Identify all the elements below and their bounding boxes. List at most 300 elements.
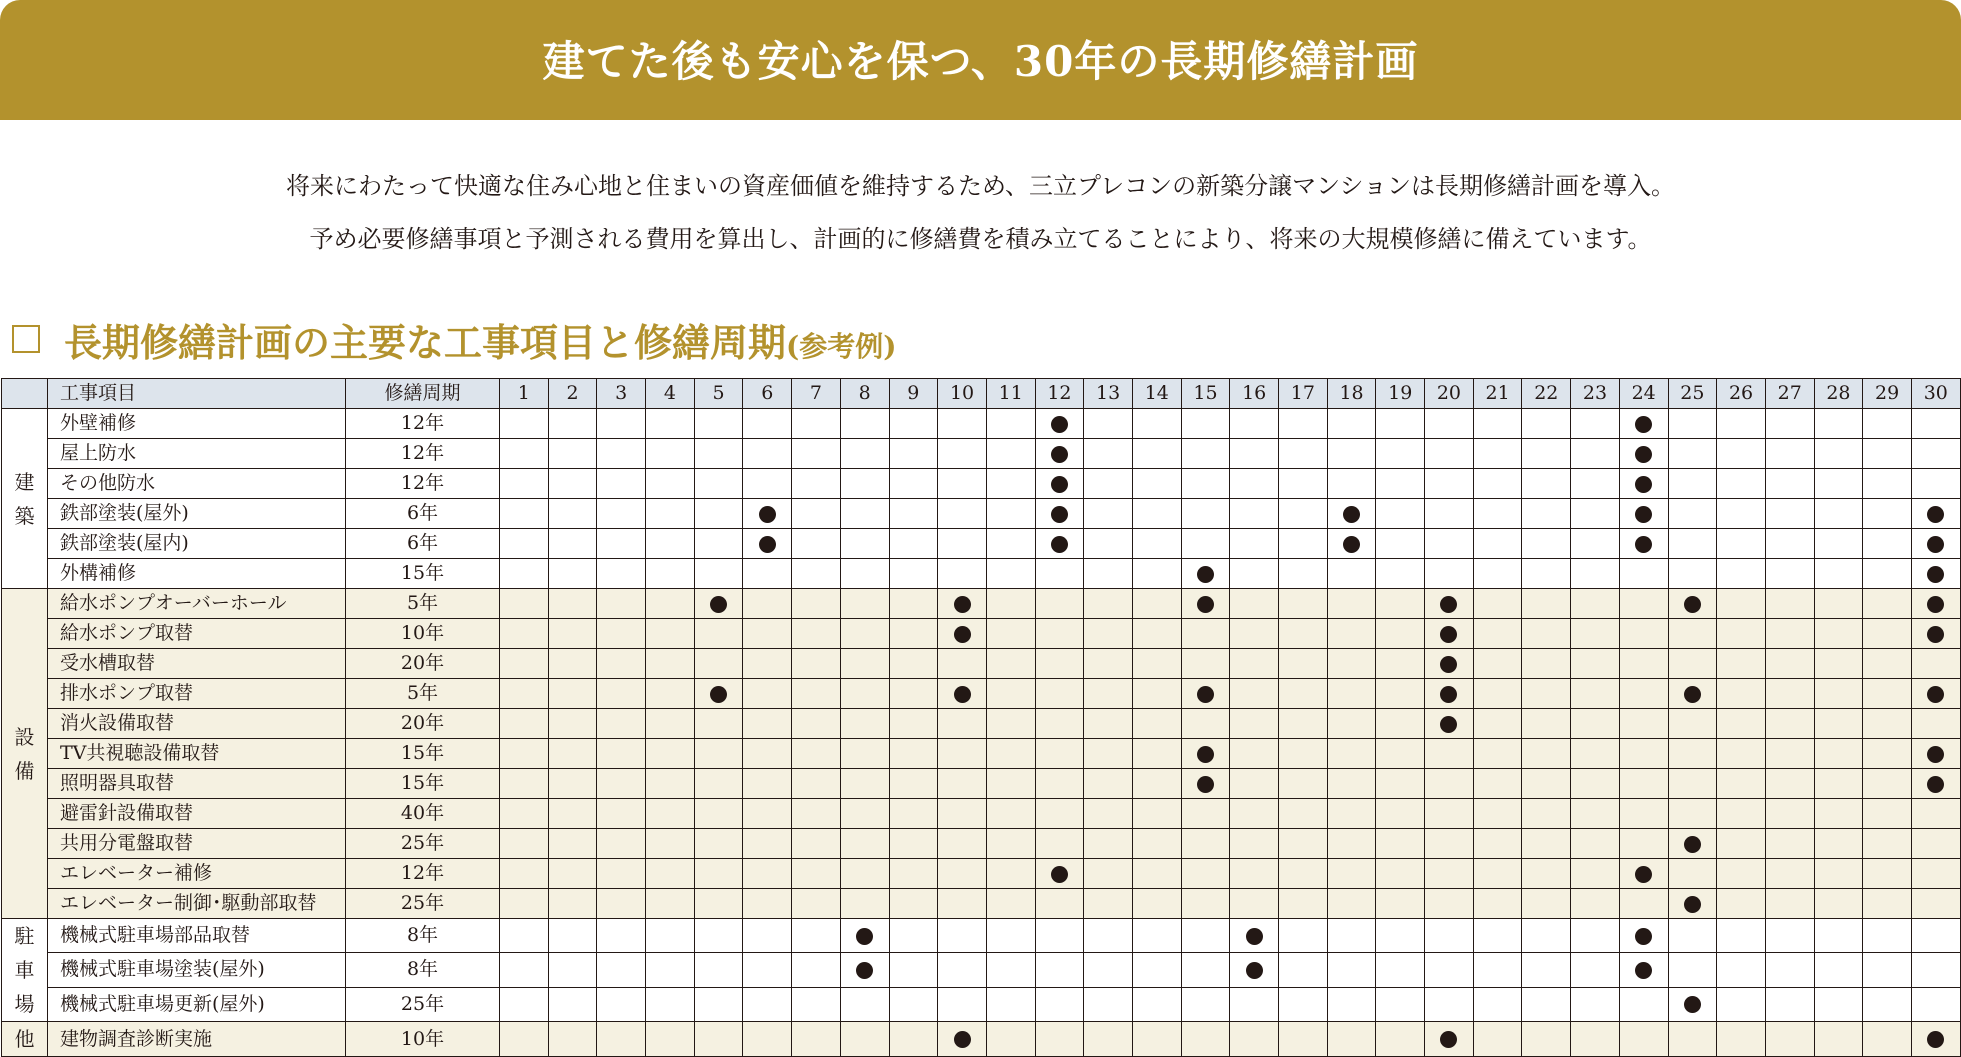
- year-cell: [500, 559, 549, 589]
- year-cell: [1668, 679, 1717, 709]
- year-cell: [840, 953, 889, 987]
- year-cell: [1571, 859, 1620, 889]
- year-cell: [938, 1022, 987, 1057]
- header-cycle: 修繕周期: [346, 379, 500, 409]
- year-cell: [1132, 799, 1181, 829]
- item-cycle: 25年: [346, 987, 500, 1021]
- scheduled-dot-icon: [1927, 746, 1944, 763]
- year-cell: [986, 889, 1035, 919]
- year-cell: [1863, 799, 1912, 829]
- year-cell: [694, 409, 743, 439]
- header-item: 工事項目: [48, 379, 346, 409]
- year-cell: [986, 987, 1035, 1021]
- year-cell: [548, 679, 597, 709]
- year-cell: [1376, 679, 1425, 709]
- item-cycle: 12年: [346, 469, 500, 499]
- year-cell: [548, 469, 597, 499]
- year-cell: [1181, 469, 1230, 499]
- year-cell: [1911, 769, 1960, 799]
- scheduled-dot-icon: [759, 536, 776, 553]
- year-cell: [1279, 679, 1328, 709]
- year-cell: [1230, 439, 1279, 469]
- year-cell: [889, 953, 938, 987]
- year-cell: [1911, 619, 1960, 649]
- year-cell: [889, 919, 938, 953]
- year-cell: [646, 1022, 695, 1057]
- year-cell: [1084, 649, 1133, 679]
- year-cell: [986, 649, 1035, 679]
- year-cell: [1863, 769, 1912, 799]
- table-row: [2, 679, 1961, 709]
- year-cell: [1181, 499, 1230, 529]
- year-cell: [889, 859, 938, 889]
- year-cell: [1473, 559, 1522, 589]
- year-cell: [1132, 953, 1181, 987]
- year-cell: [1473, 1022, 1522, 1057]
- year-cell: [1717, 589, 1766, 619]
- year-cell: [1814, 769, 1863, 799]
- year-cell: [1035, 559, 1084, 589]
- year-cell: [1425, 469, 1474, 499]
- year-cell: [792, 499, 841, 529]
- year-cell: [986, 679, 1035, 709]
- item-name: 機械式駐車場部品取替: [48, 919, 346, 953]
- year-cell: [1911, 559, 1960, 589]
- year-cell: [938, 769, 987, 799]
- year-cell: [1814, 679, 1863, 709]
- year-cell: [1230, 529, 1279, 559]
- year-cell: [986, 829, 1035, 859]
- year-cell: [1084, 919, 1133, 953]
- year-cell: [889, 829, 938, 859]
- year-cell: [1035, 439, 1084, 469]
- scheduled-dot-icon: [1051, 506, 1068, 523]
- year-cell: [986, 919, 1035, 953]
- scheduled-dot-icon: [1246, 928, 1263, 945]
- year-cell: [1425, 889, 1474, 919]
- year-cell: [1035, 859, 1084, 889]
- year-cell: [1863, 953, 1912, 987]
- section-note: (参考例): [786, 330, 897, 363]
- scheduled-dot-icon: [1927, 596, 1944, 613]
- year-cell: [694, 439, 743, 469]
- scheduled-dot-icon: [1927, 626, 1944, 643]
- year-cell: [694, 889, 743, 919]
- year-cell: [1279, 529, 1328, 559]
- item-cycle: 8年: [346, 953, 500, 987]
- year-cell: [1473, 739, 1522, 769]
- year-cell: [986, 409, 1035, 439]
- year-cell: [743, 829, 792, 859]
- scheduled-dot-icon: [1684, 896, 1701, 913]
- year-cell: [840, 769, 889, 799]
- year-cell: [1376, 829, 1425, 859]
- item-name: エレベーター制御･駆動部取替: [48, 889, 346, 919]
- year-cell: [500, 829, 549, 859]
- year-cell: [1668, 589, 1717, 619]
- year-cell: [889, 889, 938, 919]
- year-cell: [1911, 739, 1960, 769]
- year-cell: [1181, 619, 1230, 649]
- year-cell: [694, 799, 743, 829]
- year-cell: [792, 987, 841, 1021]
- year-cell: [1181, 739, 1230, 769]
- year-cell: [1230, 859, 1279, 889]
- year-cell: [1522, 859, 1571, 889]
- year-cell: [792, 529, 841, 559]
- year-cell: [1376, 409, 1425, 439]
- header-year: 5: [694, 379, 743, 409]
- year-cell: [1230, 589, 1279, 619]
- year-cell: [1181, 679, 1230, 709]
- year-cell: [1619, 709, 1668, 739]
- table-row: [2, 953, 1961, 987]
- scheduled-dot-icon: [710, 596, 727, 613]
- year-cell: [500, 529, 549, 559]
- year-cell: [597, 859, 646, 889]
- item-cycle: 20年: [346, 709, 500, 739]
- year-cell: [1473, 679, 1522, 709]
- year-cell: [986, 469, 1035, 499]
- year-cell: [1327, 409, 1376, 439]
- header-year: 2: [548, 379, 597, 409]
- year-cell: [1619, 769, 1668, 799]
- year-cell: [1132, 829, 1181, 859]
- section-square-icon: [12, 325, 40, 353]
- year-cell: [792, 619, 841, 649]
- category-char: 場: [14, 992, 35, 1016]
- year-cell: [694, 769, 743, 799]
- item-cycle: 6年: [346, 529, 500, 559]
- table-row: [2, 919, 1961, 953]
- year-cell: [986, 769, 1035, 799]
- year-cell: [1619, 589, 1668, 619]
- year-cell: [938, 619, 987, 649]
- item-cycle: 25年: [346, 889, 500, 919]
- item-name: 外壁補修: [48, 409, 346, 439]
- year-cell: [1376, 739, 1425, 769]
- year-cell: [1668, 799, 1717, 829]
- item-name: 屋上防水: [48, 439, 346, 469]
- year-cell: [1376, 439, 1425, 469]
- year-cell: [1279, 859, 1328, 889]
- header-year: 29: [1863, 379, 1912, 409]
- year-cell: [1717, 469, 1766, 499]
- category-cell: [2, 409, 48, 589]
- year-cell: [1327, 469, 1376, 499]
- year-cell: [1035, 529, 1084, 559]
- year-cell: [1863, 987, 1912, 1021]
- year-cell: [1571, 799, 1620, 829]
- year-cell: [1619, 987, 1668, 1021]
- year-cell: [1571, 919, 1620, 953]
- year-cell: [1327, 529, 1376, 559]
- year-cell: [1084, 769, 1133, 799]
- year-cell: [646, 889, 695, 919]
- year-cell: [743, 469, 792, 499]
- year-cell: [1425, 649, 1474, 679]
- year-cell: [1084, 709, 1133, 739]
- scheduled-dot-icon: [1051, 536, 1068, 553]
- year-cell: [1814, 889, 1863, 919]
- year-cell: [1181, 799, 1230, 829]
- year-cell: [646, 919, 695, 953]
- year-cell: [500, 619, 549, 649]
- year-cell: [1084, 499, 1133, 529]
- table-row: [2, 987, 1961, 1021]
- year-cell: [1765, 529, 1814, 559]
- year-cell: [597, 409, 646, 439]
- year-cell: [1230, 1022, 1279, 1057]
- year-cell: [840, 559, 889, 589]
- year-cell: [1814, 987, 1863, 1021]
- year-cell: [548, 1022, 597, 1057]
- year-cell: [1327, 709, 1376, 739]
- item-name: 機械式駐車場塗装(屋外): [48, 953, 346, 987]
- year-cell: [1522, 589, 1571, 619]
- year-cell: [500, 889, 549, 919]
- scheduled-dot-icon: [1246, 962, 1263, 979]
- year-cell: [1765, 953, 1814, 987]
- year-cell: [938, 829, 987, 859]
- year-cell: [597, 559, 646, 589]
- header-year: 8: [840, 379, 889, 409]
- year-cell: [1668, 953, 1717, 987]
- year-cell: [1522, 649, 1571, 679]
- scheduled-dot-icon: [1197, 566, 1214, 583]
- year-cell: [1717, 953, 1766, 987]
- year-cell: [1863, 439, 1912, 469]
- item-name: TV共視聴設備取替: [48, 739, 346, 769]
- year-cell: [792, 469, 841, 499]
- year-cell: [1473, 919, 1522, 953]
- year-cell: [1279, 739, 1328, 769]
- item-cycle: 5年: [346, 589, 500, 619]
- year-cell: [1425, 499, 1474, 529]
- year-cell: [597, 829, 646, 859]
- table-row: [2, 739, 1961, 769]
- year-cell: [1717, 987, 1766, 1021]
- year-cell: [1668, 409, 1717, 439]
- year-cell: [1619, 469, 1668, 499]
- year-cell: [1911, 859, 1960, 889]
- year-cell: [792, 709, 841, 739]
- year-cell: [938, 649, 987, 679]
- year-cell: [1863, 649, 1912, 679]
- year-cell: [1230, 649, 1279, 679]
- item-cycle: 12年: [346, 439, 500, 469]
- year-cell: [1619, 439, 1668, 469]
- year-cell: [938, 799, 987, 829]
- scheduled-dot-icon: [1343, 506, 1360, 523]
- year-cell: [889, 469, 938, 499]
- year-cell: [1230, 409, 1279, 439]
- year-cell: [840, 409, 889, 439]
- scheduled-dot-icon: [856, 928, 873, 945]
- year-cell: [1522, 439, 1571, 469]
- scheduled-dot-icon: [1440, 686, 1457, 703]
- year-cell: [500, 859, 549, 889]
- year-cell: [548, 439, 597, 469]
- year-cell: [1035, 409, 1084, 439]
- year-cell: [1814, 829, 1863, 859]
- year-cell: [1376, 559, 1425, 589]
- year-cell: [1619, 919, 1668, 953]
- scheduled-dot-icon: [1197, 686, 1214, 703]
- year-cell: [1765, 409, 1814, 439]
- year-cell: [1473, 499, 1522, 529]
- year-cell: [986, 953, 1035, 987]
- year-cell: [1279, 889, 1328, 919]
- year-cell: [1181, 709, 1230, 739]
- year-cell: [694, 559, 743, 589]
- header-year: 19: [1376, 379, 1425, 409]
- year-cell: [1863, 589, 1912, 619]
- year-cell: [597, 919, 646, 953]
- year-cell: [938, 709, 987, 739]
- year-cell: [500, 709, 549, 739]
- year-cell: [1376, 709, 1425, 739]
- year-cell: [743, 987, 792, 1021]
- year-cell: [1765, 919, 1814, 953]
- year-cell: [1765, 769, 1814, 799]
- year-cell: [1084, 799, 1133, 829]
- year-cell: [1181, 1022, 1230, 1057]
- scheduled-dot-icon: [954, 596, 971, 613]
- year-cell: [840, 439, 889, 469]
- header-category-cell: [2, 379, 48, 409]
- year-cell: [986, 529, 1035, 559]
- year-cell: [1230, 469, 1279, 499]
- year-cell: [1425, 619, 1474, 649]
- table-row: [2, 499, 1961, 529]
- year-cell: [1376, 469, 1425, 499]
- year-cell: [1327, 859, 1376, 889]
- item-cycle: 8年: [346, 919, 500, 953]
- item-name: 受水槽取替: [48, 649, 346, 679]
- year-cell: [1814, 589, 1863, 619]
- year-cell: [597, 529, 646, 559]
- year-cell: [1522, 889, 1571, 919]
- year-cell: [1327, 799, 1376, 829]
- year-cell: [1522, 529, 1571, 559]
- year-cell: [1522, 987, 1571, 1021]
- year-cell: [1230, 953, 1279, 987]
- title-banner: [0, 0, 1961, 120]
- year-cell: [694, 679, 743, 709]
- year-cell: [1863, 1022, 1912, 1057]
- year-cell: [840, 649, 889, 679]
- year-cell: [1619, 889, 1668, 919]
- header-year: 11: [986, 379, 1035, 409]
- year-cell: [1327, 439, 1376, 469]
- year-cell: [743, 769, 792, 799]
- year-cell: [792, 649, 841, 679]
- category-char: 建: [14, 469, 35, 494]
- year-cell: [1279, 469, 1328, 499]
- scheduled-dot-icon: [1635, 962, 1652, 979]
- year-cell: [889, 589, 938, 619]
- section-title: 長期修繕計画の主要な工事項目と修繕周期: [64, 320, 787, 365]
- year-cell: [1084, 619, 1133, 649]
- year-cell: [986, 1022, 1035, 1057]
- year-cell: [1473, 829, 1522, 859]
- year-cell: [1132, 987, 1181, 1021]
- year-cell: [840, 709, 889, 739]
- year-cell: [548, 829, 597, 859]
- year-cell: [1376, 619, 1425, 649]
- year-cell: [1911, 679, 1960, 709]
- year-cell: [1814, 499, 1863, 529]
- year-cell: [1571, 769, 1620, 799]
- year-cell: [792, 739, 841, 769]
- year-cell: [792, 679, 841, 709]
- year-cell: [889, 559, 938, 589]
- year-cell: [1863, 739, 1912, 769]
- year-cell: [1765, 889, 1814, 919]
- year-cell: [743, 919, 792, 953]
- year-cell: [646, 619, 695, 649]
- scheduled-dot-icon: [1684, 686, 1701, 703]
- year-cell: [1619, 499, 1668, 529]
- year-cell: [1522, 769, 1571, 799]
- year-cell: [1814, 469, 1863, 499]
- year-cell: [1279, 619, 1328, 649]
- item-cycle: 25年: [346, 829, 500, 859]
- year-cell: [597, 739, 646, 769]
- year-cell: [1425, 829, 1474, 859]
- year-cell: [1668, 987, 1717, 1021]
- table-row: [2, 799, 1961, 829]
- year-cell: [1181, 559, 1230, 589]
- year-cell: [840, 987, 889, 1021]
- year-cell: [743, 889, 792, 919]
- year-cell: [986, 439, 1035, 469]
- item-name: 避雷針設備取替: [48, 799, 346, 829]
- year-cell: [694, 739, 743, 769]
- table-row: [2, 439, 1961, 469]
- year-cell: [1473, 987, 1522, 1021]
- year-cell: [1327, 619, 1376, 649]
- year-cell: [1084, 739, 1133, 769]
- year-cell: [1376, 1022, 1425, 1057]
- year-cell: [743, 499, 792, 529]
- year-cell: [694, 987, 743, 1021]
- year-cell: [1863, 709, 1912, 739]
- year-cell: [1765, 559, 1814, 589]
- year-cell: [1619, 619, 1668, 649]
- year-cell: [646, 529, 695, 559]
- year-cell: [1571, 409, 1620, 439]
- year-cell: [1668, 499, 1717, 529]
- year-cell: [1863, 619, 1912, 649]
- year-cell: [1571, 739, 1620, 769]
- year-cell: [1814, 409, 1863, 439]
- year-cell: [548, 649, 597, 679]
- item-cycle: 12年: [346, 409, 500, 439]
- year-cell: [792, 829, 841, 859]
- year-cell: [548, 889, 597, 919]
- year-cell: [938, 409, 987, 439]
- item-name: 機械式駐車場更新(屋外): [48, 987, 346, 1021]
- year-cell: [1814, 559, 1863, 589]
- year-cell: [1035, 649, 1084, 679]
- header-year: 6: [743, 379, 792, 409]
- year-cell: [1765, 469, 1814, 499]
- year-cell: [1522, 709, 1571, 739]
- year-cell: [1571, 679, 1620, 709]
- year-cell: [548, 859, 597, 889]
